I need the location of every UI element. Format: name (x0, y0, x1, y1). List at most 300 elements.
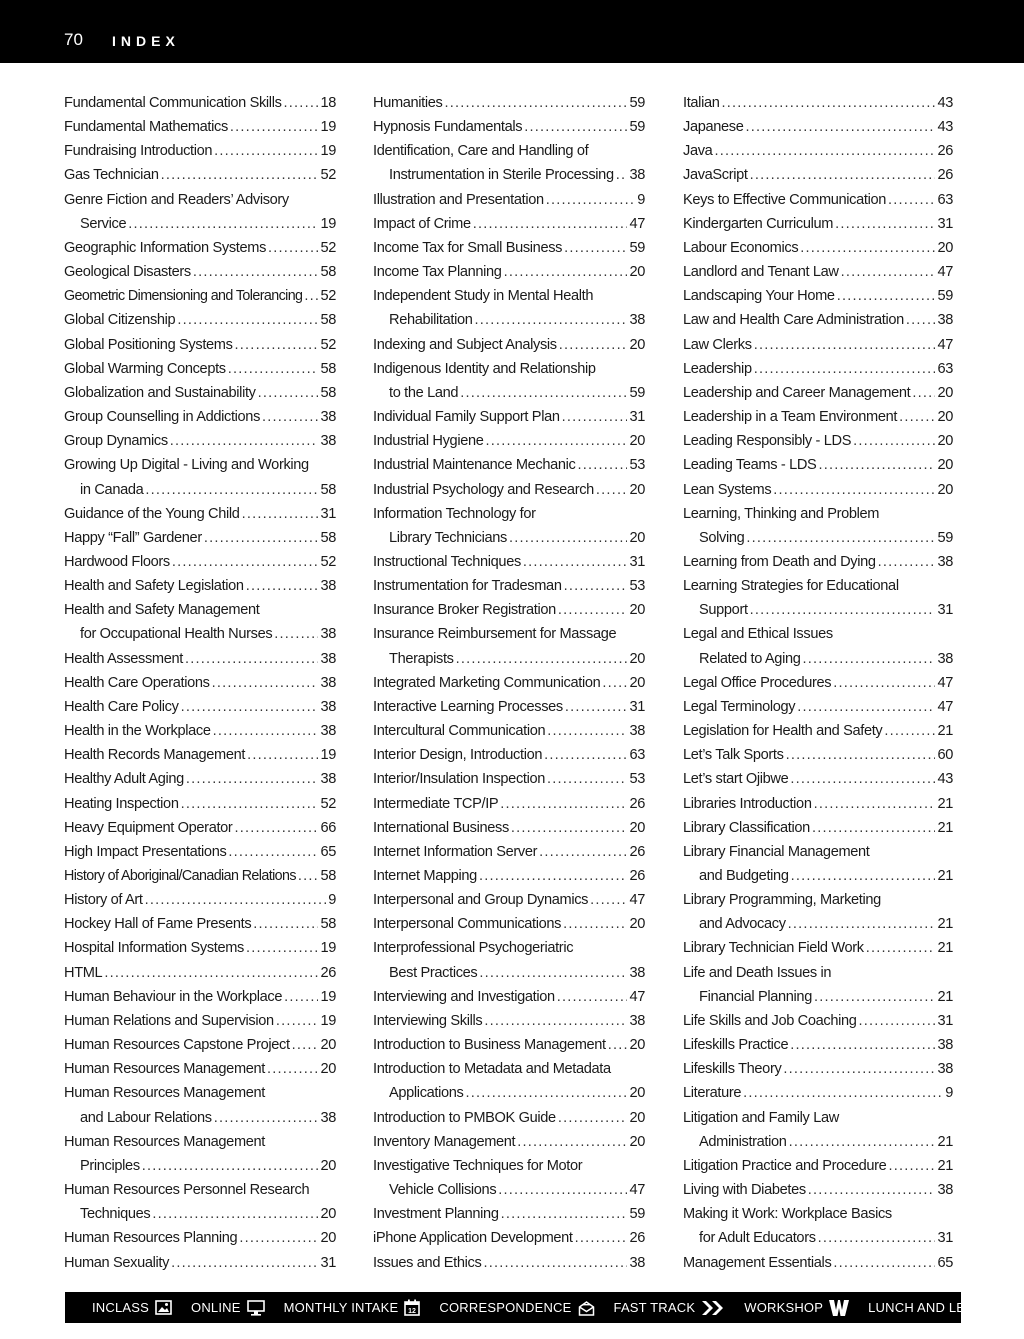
entry-title: JavaScript (683, 167, 748, 184)
entry-title: Leadership (683, 360, 752, 377)
index-entry (373, 840, 645, 864)
entry-title: Geometric Dimensioning and Tolerancing (64, 288, 303, 305)
entry-title-continued: Therapists (389, 650, 454, 667)
entry-page-number: 38 (937, 1037, 953, 1054)
index-entry (683, 671, 953, 695)
index-entry (64, 453, 336, 501)
entry-page-number: 58 (320, 384, 336, 401)
index-entry (683, 308, 953, 332)
index-entry (683, 478, 953, 502)
entry-page-number: 47 (629, 215, 645, 232)
entry-page-number: 38 (320, 771, 336, 788)
entry-page-number: 20 (629, 433, 645, 450)
entry-page-number: 43 (937, 95, 953, 111)
entry-page-number: 20 (629, 1133, 645, 1150)
entry-page-number: 65 (320, 843, 336, 860)
entry-title: Illustration and Presentation (373, 191, 544, 208)
entry-page-number: 20 (629, 674, 645, 691)
entry-title: Interviewing Skills (373, 1012, 483, 1029)
entry-title-continued: to the Land (389, 384, 459, 401)
legend-label: WORKSHOP (744, 1300, 824, 1315)
dot-leader (234, 816, 318, 840)
entry-title-continued: Applications (389, 1085, 464, 1102)
entry-page-number: 58 (320, 360, 336, 377)
entry-page-number: 43 (937, 771, 953, 788)
dot-leader (743, 1081, 943, 1105)
legend-workshop (744, 1299, 849, 1317)
dot-leader (788, 912, 936, 936)
entry-title-continued: Financial Planning (699, 988, 812, 1005)
entry-title: Library Classification (683, 819, 810, 836)
dot-leader (181, 695, 319, 719)
dot-leader (213, 719, 319, 743)
entry-title: Human Resources Management (64, 1061, 265, 1078)
entry-title: Introduction to Business Management (373, 1037, 606, 1054)
dot-leader (539, 840, 627, 864)
legend-inclass (92, 1300, 172, 1315)
entry-page-number: 21 (937, 868, 953, 884)
index-entry (373, 453, 645, 477)
entry-page-number: 63 (937, 191, 953, 208)
entry-page-number: 20 (629, 1109, 645, 1126)
section-title: INDEX (112, 33, 180, 49)
entry-title: Java (683, 143, 713, 160)
dot-leader (445, 91, 628, 115)
dot-leader (511, 816, 628, 840)
entry-title: Internet Mapping (373, 868, 477, 884)
index-entry (683, 574, 953, 622)
index-column-2 (373, 91, 645, 1275)
entry-title: Management Essentials (683, 1254, 832, 1271)
index-entry (373, 1154, 645, 1202)
index-entry (683, 260, 953, 284)
dot-leader (145, 478, 318, 502)
index-entry (373, 888, 645, 912)
dot-leader (214, 1106, 319, 1130)
entry-title: Guidance of the Young Child (64, 505, 240, 522)
entry-title: Interviewing and Investigation (373, 988, 555, 1005)
index-entry (64, 526, 336, 550)
index-entry (373, 598, 645, 622)
dot-leader (128, 212, 318, 236)
dot-leader (557, 985, 628, 1009)
entry-title: Let’s Talk Sports (683, 747, 784, 764)
entry-title: Human Resources Personnel Research (64, 1182, 310, 1199)
entry-title: Human Resources Planning (64, 1230, 238, 1247)
entry-page-number: 47 (629, 988, 645, 1005)
index-entry (64, 429, 336, 453)
entry-title: Leading Teams - LDS (683, 457, 817, 474)
entry-title: Learning, Thinking and Problem (683, 505, 880, 522)
index-entry (683, 236, 953, 260)
dot-leader (246, 574, 319, 598)
dot-leader (564, 574, 628, 598)
envelope-icon (578, 1300, 595, 1316)
index-entry (683, 405, 953, 429)
entry-page-number: 38 (320, 723, 336, 740)
dot-leader (268, 236, 318, 260)
index-entry (373, 405, 645, 429)
index-entry (373, 574, 645, 598)
entry-title: Globalization and Sustainability (64, 384, 256, 401)
entry-title: Japanese (683, 119, 744, 136)
entry-title: Genre Fiction and Readers’ Advisory (64, 191, 289, 208)
index-entry (64, 961, 336, 985)
entry-page-number: 59 (629, 1206, 645, 1223)
entry-page-number: 21 (937, 1133, 953, 1150)
entry-page-number: 59 (629, 384, 645, 401)
entry-page-number: 58 (320, 481, 336, 498)
entry-title: Income Tax Planning (373, 264, 502, 281)
entry-page-number: 38 (320, 1109, 336, 1126)
dot-leader (193, 260, 319, 284)
dot-leader (486, 429, 628, 453)
entry-page-number: 31 (937, 1230, 953, 1247)
index-entry (683, 188, 953, 212)
dot-leader (746, 526, 935, 550)
dot-leader (258, 381, 319, 405)
dot-leader (837, 284, 936, 308)
entry-title: HTML (64, 964, 103, 981)
index-entry (64, 1009, 336, 1033)
entry-title: Heating Inspection (64, 795, 179, 812)
dot-leader (803, 647, 936, 671)
dot-leader (866, 936, 936, 960)
dot-leader (172, 550, 319, 574)
entry-page-number: 63 (937, 360, 953, 377)
index-entry (683, 357, 953, 381)
index-entry (683, 1178, 953, 1202)
legend-monthly-intake (284, 1299, 421, 1316)
index-entry (64, 816, 336, 840)
entry-title: Landlord and Tenant Law (683, 264, 839, 281)
legend-label: INCLASS (92, 1300, 150, 1315)
index-entry (683, 139, 953, 163)
dot-leader (479, 961, 627, 985)
index-entry (64, 1251, 336, 1275)
entry-page-number: 38 (320, 674, 336, 691)
entry-title-continued: Library Technicians (389, 529, 508, 546)
legend-label: LUNCH AND LEARN (868, 1300, 994, 1315)
entry-page-number: 58 (320, 916, 336, 933)
entry-title: Human Behaviour in the Workplace (64, 988, 283, 1005)
entry-title: Indexing and Subject Analysis (373, 336, 557, 353)
entry-page-number: 53 (629, 771, 645, 788)
entry-title: High Impact Presentations (64, 843, 227, 860)
entry-title: Insurance Reimbursement for Massage (373, 626, 617, 643)
entry-title: Health Assessment (64, 650, 183, 667)
entry-title: International Business (373, 819, 509, 836)
entry-title: Global Citizenship (64, 312, 176, 329)
entry-title: Literature (683, 1085, 742, 1102)
dot-leader (161, 163, 319, 187)
index-entry (683, 816, 953, 840)
dot-leader (818, 453, 935, 477)
dot-leader (841, 260, 936, 284)
dot-leader (228, 840, 318, 864)
index-entry (64, 719, 336, 743)
legend-online (191, 1300, 265, 1316)
entry-page-number: 58 (320, 312, 336, 329)
entry-title: Integrated Marketing Communication (373, 674, 601, 691)
page-number: 70 (64, 30, 83, 49)
index-entry (683, 936, 953, 960)
index-entry (64, 985, 336, 1009)
dot-leader (750, 598, 936, 622)
entry-page-number: 26 (320, 964, 336, 981)
monitor-icon (247, 1300, 265, 1316)
entry-page-number: 38 (937, 312, 953, 329)
dot-leader (247, 743, 318, 767)
entry-title: Hardwood Floors (64, 553, 170, 570)
entry-page-number: 53 (629, 457, 645, 474)
index-entry (683, 961, 953, 1009)
entry-title-continued: Instrumentation in Sterile Processing (389, 167, 614, 184)
entry-title: Labour Economics (683, 239, 799, 256)
dot-leader (466, 1081, 628, 1105)
entry-page-number: 20 (629, 650, 645, 667)
entry-title: Health Records Management (64, 747, 246, 764)
entry-title-continued: and Advocacy (699, 916, 786, 933)
index-column-1 (64, 91, 336, 1275)
entry-page-number: 20 (937, 239, 953, 256)
index-entry (64, 598, 336, 646)
index-entry (64, 236, 336, 260)
entry-page-number: 47 (629, 892, 645, 909)
index-entry (64, 1057, 336, 1081)
entry-title: Issues and Ethics (373, 1254, 482, 1271)
entry-page-number: 47 (937, 698, 953, 715)
index-entry (373, 1009, 645, 1033)
dot-leader (152, 1202, 318, 1226)
page-header (0, 0, 1024, 63)
dot-leader (292, 1033, 319, 1057)
entry-title: Lifeskills Theory (683, 1061, 782, 1078)
entry-title: Health Care Operations (64, 674, 210, 691)
entry-title-continued: and Budgeting (699, 868, 789, 884)
entry-page-number: 38 (937, 553, 953, 570)
index-entry (64, 695, 336, 719)
entry-page-number: 26 (937, 143, 953, 160)
entry-title: Legal Office Procedures (683, 674, 832, 691)
index-entry (373, 115, 645, 139)
dot-leader (479, 864, 628, 888)
dot-leader (565, 695, 628, 719)
index-entry (683, 212, 953, 236)
entry-page-number: 21 (937, 795, 953, 812)
entry-title: Let’s start Ojibwe (683, 771, 789, 788)
dot-leader (500, 792, 627, 816)
dot-leader (786, 743, 936, 767)
index-entry (683, 163, 953, 187)
index-entry (683, 695, 953, 719)
entry-title: Living with Diabetes (683, 1182, 806, 1199)
index-entry (64, 357, 336, 381)
entry-title: Law and Health Care Administration (683, 312, 904, 329)
entry-page-number: 20 (629, 916, 645, 933)
dot-leader (750, 163, 936, 187)
entry-title: Libraries Introduction (683, 795, 812, 812)
entry-title: Human Sexuality (64, 1254, 170, 1271)
entry-page-number: 20 (629, 1037, 645, 1054)
entry-page-number: 19 (320, 119, 336, 136)
dot-leader (590, 888, 627, 912)
entry-page-number: 20 (629, 819, 645, 836)
entry-page-number: 38 (937, 1182, 953, 1199)
entry-title: Human Resources Capstone Project (64, 1037, 290, 1054)
entry-title: Humanities (373, 95, 443, 111)
entry-title: Health in the Workplace (64, 723, 211, 740)
entry-page-number: 53 (629, 578, 645, 595)
entry-page-number: 59 (629, 119, 645, 136)
entry-title: Investigative Techniques for Motor (373, 1157, 583, 1174)
entry-page-number: 47 (937, 674, 953, 691)
entry-page-number: 31 (629, 553, 645, 570)
dot-leader (899, 405, 935, 429)
dot-leader (547, 767, 627, 791)
dot-leader (276, 1009, 319, 1033)
index-entry (683, 284, 953, 308)
entry-page-number: 38 (937, 650, 953, 667)
dot-leader (483, 1251, 627, 1275)
entry-title: Library Technician Field Work (683, 940, 864, 957)
dot-leader (906, 308, 936, 332)
index-entry (373, 139, 645, 187)
entry-page-number: 31 (629, 698, 645, 715)
entry-title: Legislation for Health and Safety (683, 723, 883, 740)
dot-leader (456, 647, 628, 671)
entry-page-number: 59 (937, 288, 953, 305)
entry-page-number: 31 (937, 1012, 953, 1029)
entry-page-number: 26 (629, 868, 645, 884)
dot-leader (235, 333, 319, 357)
entry-page-number: 63 (629, 747, 645, 764)
index-entry (64, 840, 336, 864)
entry-title: Indigenous Identity and Relationship (373, 360, 596, 377)
index-entry (373, 91, 645, 115)
index-entry (683, 767, 953, 791)
dot-leader (185, 647, 318, 671)
dot-leader (812, 816, 936, 840)
entry-page-number: 19 (320, 143, 336, 160)
entry-page-number: 20 (629, 529, 645, 546)
index-entry (64, 308, 336, 332)
entry-page-number: 19 (320, 215, 336, 232)
dot-leader (714, 139, 935, 163)
entry-page-number: 58 (320, 529, 336, 546)
index-entry (64, 284, 336, 308)
entry-title-continued: Rehabilitation (389, 312, 473, 329)
entry-title: Industrial Hygiene (373, 433, 484, 450)
dot-leader (544, 743, 627, 767)
entry-page-number: 26 (629, 843, 645, 860)
entry-title: Legal Terminology (683, 698, 796, 715)
entry-page-number: 52 (320, 288, 336, 305)
utensils-icon (999, 1300, 1015, 1316)
dot-leader (170, 429, 319, 453)
entry-page-number: 31 (937, 215, 953, 232)
index-entry (64, 864, 336, 888)
dot-leader (181, 792, 319, 816)
entry-title: Global Positioning Systems (64, 336, 233, 353)
entry-title: Learning Strategies for Educational (683, 578, 899, 595)
entry-title: Life Skills and Job Coaching (683, 1012, 857, 1029)
dot-leader (504, 260, 628, 284)
dot-leader (104, 961, 318, 985)
index-entry (373, 864, 645, 888)
entry-title: Hypnosis Fundamentals (373, 119, 523, 136)
entry-page-number: 38 (937, 1061, 953, 1078)
index-entry (64, 647, 336, 671)
dot-leader (575, 1226, 628, 1250)
entry-page-number: 20 (320, 1206, 336, 1223)
index-entry (373, 236, 645, 260)
index-entry (683, 743, 953, 767)
index-entry (683, 792, 953, 816)
entry-title: Individual Family Support Plan (373, 409, 560, 426)
entry-title: Lifeskills Practice (683, 1037, 789, 1054)
entry-page-number: 52 (320, 553, 336, 570)
entry-title: Human Relations and Supervision (64, 1012, 274, 1029)
entry-title-continued: Administration (699, 1133, 787, 1150)
index-entry (373, 695, 645, 719)
index-entry (64, 767, 336, 791)
entry-title: Keys to Effective Communication (683, 191, 887, 208)
dot-leader (773, 478, 935, 502)
entry-title-continued: for Occupational Health Nurses (80, 626, 273, 643)
dot-leader (564, 236, 627, 260)
entry-page-number: 38 (629, 167, 645, 184)
legend-label: MONTHLY INTAKE (283, 1300, 399, 1315)
index-entry (64, 912, 336, 936)
entry-page-number: 20 (320, 1230, 336, 1247)
entry-title: Interprofessional Psychogeriatric (373, 940, 574, 957)
entry-title: Information Technology for (373, 505, 536, 522)
entry-title: History of Aboriginal/Canadian Relations (64, 868, 296, 884)
index-entry (373, 816, 645, 840)
entry-title: Interactive Learning Processes (373, 698, 563, 715)
index-entry (683, 840, 953, 888)
entry-title: Happy “Fall” Gardener (64, 529, 202, 546)
dot-leader (596, 478, 628, 502)
entry-page-number: 38 (629, 723, 645, 740)
index-entry (64, 381, 336, 405)
entry-title-continued: Solving (699, 529, 745, 546)
dot-leader (460, 381, 627, 405)
index-entry (64, 1130, 336, 1178)
entry-title: Hospital Information Systems (64, 940, 244, 957)
dot-leader (546, 188, 635, 212)
entry-title: Group Dynamics (64, 433, 168, 450)
entry-page-number: 20 (937, 457, 953, 474)
index-entry (373, 622, 645, 670)
dot-leader (789, 1130, 936, 1154)
entry-page-number: 9 (328, 892, 336, 909)
index-entry (683, 888, 953, 936)
entry-page-number: 38 (320, 650, 336, 667)
entry-page-number: 31 (629, 409, 645, 426)
index-entry (64, 550, 336, 574)
dot-leader (475, 308, 628, 332)
dot-leader (853, 429, 935, 453)
dot-leader (501, 1202, 628, 1226)
entry-page-number: 19 (320, 747, 336, 764)
dot-leader (473, 212, 628, 236)
entry-title: Interpersonal Communications (373, 916, 562, 933)
entry-page-number: 19 (320, 988, 336, 1005)
entry-title: Geographic Information Systems (64, 239, 267, 256)
entry-page-number: 31 (320, 505, 336, 522)
